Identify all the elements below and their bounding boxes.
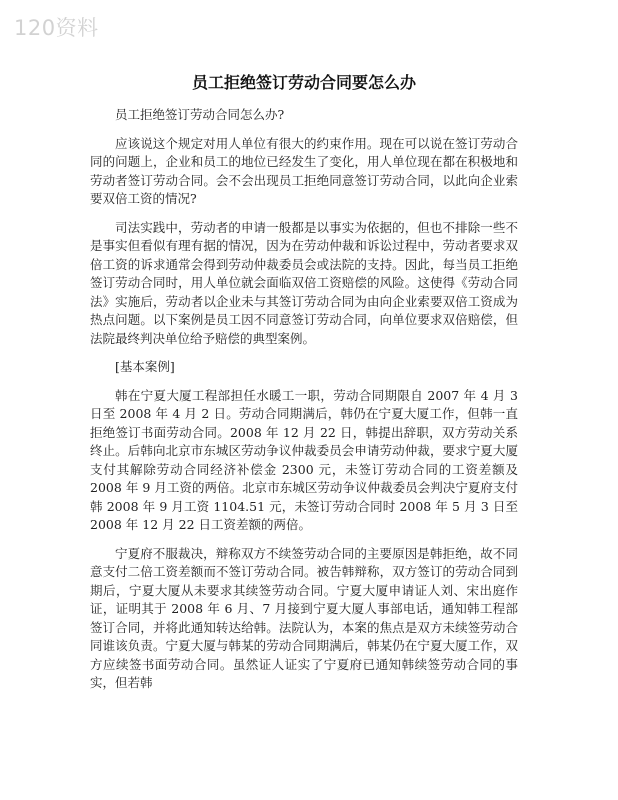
section-heading-basic-case: [基本案例] xyxy=(115,359,175,375)
paragraph-question: 员工拒绝签订劳动合同怎么办? xyxy=(115,107,285,123)
paragraph-intro: 应该说这个规定对用人单位有很大的约束作用。现在可以说在签订劳动合同的问题上，企业和员工的地位已经发生了变化，用人单位现在都在积极地和劳动者签订劳动合同。会不会出现员工拒绝同意签订劳动合同，以此向企业索要双倍工资的情况? xyxy=(90,135,518,207)
paragraph-case-facts: 韩在宁夏大厦工程部担任水暖工一职，劳动合同期限自 2007 年 4 月 3 日至 2008 年 4 月 2 日。劳动合同期满后，韩仍在宁夏大厦工作，但韩一直拒绝签订书面劳动合同。2008 年 12 月 22 日，韩提出辞职，双方劳动关系终止。后韩向北京市东城区劳动争议仲裁委员会申请劳动仲裁，要求宁夏大厦支付其解除劳动合同经济补偿金 2300 元，未签订劳动合同的工资差额及 2008 年 9 月工资的两倍。北京市东城区劳动争议仲裁委员会判决宁夏府支付韩 2008 年 9 月工资 1104.51 元，未签订劳动合同时 2008 年 5 月 3 日至 2008 年 12 月 22 日工资差额的两倍。 xyxy=(90,387,518,533)
document-title: 员工拒绝签订劳动合同要怎么办 xyxy=(191,73,416,92)
document-page xyxy=(90,72,518,703)
paragraph-court-reasoning: 宁夏府不服裁决，辩称双方不续签劳动合同的主要原因是韩拒绝，故不同意支付二倍工资差额而不签订劳动合同。被告韩辩称，双方签订的劳动合同到期后，宁夏大厦从未要求其续签劳动合同。宁夏大厦申请证人刘、宋出庭作证，证明其于 2008 年 6 月、7 月接到宁夏大厦人事部电话，通知韩工程部签订合同，并将此通知转达给韩。法院认为，本案的焦点是双方未续签劳动合同谁该负责。宁夏大厦与韩某的劳动合同期满后，韩某仍在宁夏大厦工作，双方应续签书面劳动合同。虽然证人证实了宁夏府已通知韩续签劳动合同的事实，但若韩 xyxy=(90,545,518,691)
paragraph-judicial-practice: 司法实践中，劳动者的申请一般都是以事实为依据的，但也不排除一些不是事实但看似有理有据的情况，因为在劳动仲裁和诉讼过程中，劳动者要求双倍工资的诉求通常会得到劳动仲裁委员会或法院的支持。因此，每当员工拒绝签订劳动合同时，用人单位就会面临双倍工资赔偿的风险。这使得《劳动合同法》实施后，劳动者以企业未与其签订劳动合同为由向企业索要双倍工资成为热点问题。以下案例是员工因不同意签订劳动合同，向单位要求双倍赔偿，但法院最终判决单位给予赔偿的典型案例。 xyxy=(90,219,518,346)
watermark-logo: 120资料 xyxy=(14,16,99,40)
